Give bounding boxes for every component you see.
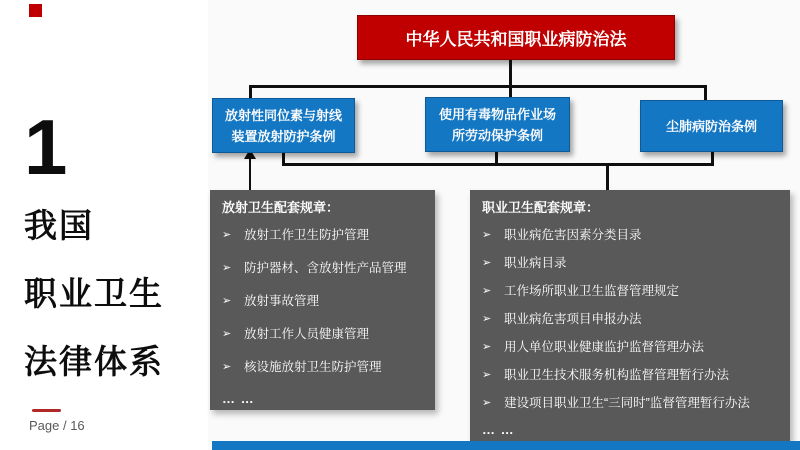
- list-item-text: 工作场所职业卫生监督管理规定: [504, 284, 680, 298]
- occupational-rules-header: 职业卫生配套规章：: [482, 200, 600, 215]
- law-box: [357, 15, 675, 60]
- bullet-arrow-icon: ➢: [222, 328, 232, 340]
- connector-top-bus: [249, 85, 707, 88]
- up-arrow-shaft: [249, 158, 251, 190]
- law-box-label: 中华人民共和国职业病防治法: [405, 30, 627, 49]
- occupational-rules-list: [482, 226, 778, 413]
- list-item-text: 职业卫生技术服务机构监督管理暂行办法: [504, 368, 730, 382]
- bullet-arrow-icon: ➢: [482, 313, 492, 325]
- bullet-arrow-icon: ➢: [222, 229, 232, 241]
- list-item-text: 防护器材、含放射性产品管理: [244, 261, 407, 275]
- ellipsis-text: … …: [482, 422, 515, 437]
- list-item: [222, 292, 423, 311]
- regulation-box-toxic-line1: 使用有毒物品作业场: [438, 106, 556, 122]
- bullet-arrow-icon: ➢: [222, 295, 232, 307]
- connector-vertical-from-law: [509, 60, 512, 97]
- list-item: [482, 366, 778, 385]
- list-item: [222, 259, 423, 278]
- list-item: [222, 226, 423, 245]
- list-item-text: 核设施放射卫生防护管理: [244, 360, 382, 374]
- list-item: [482, 394, 778, 413]
- list-item: [482, 338, 778, 357]
- list-item-text: 放射工作人员健康管理: [244, 327, 370, 341]
- list-item-text: 职业病危害因素分类目录: [504, 228, 642, 242]
- sidebar-title-line-1: 我国: [24, 207, 94, 244]
- regulation-box-radiation-line1: 放射性同位素与射线: [224, 107, 342, 123]
- connector-stub-right-box: [704, 85, 707, 101]
- list-item: [482, 226, 778, 245]
- connector-drop-right-panel: [606, 163, 609, 190]
- connector-bottom-bus: [282, 163, 714, 166]
- bullet-arrow-icon: ➢: [482, 397, 492, 409]
- regulation-box-radiation-line2: 装置放射防护条例: [231, 128, 336, 144]
- radiation-rules-header: 放射卫生配套规章：: [222, 200, 340, 215]
- list-item-text: 建设项目职业卫生“三同时”监督管理暂行办法: [504, 396, 750, 410]
- bullet-arrow-icon: ➢: [482, 341, 492, 353]
- sidebar-title-line-2: 职业卫生: [24, 275, 164, 312]
- list-item: [222, 325, 423, 344]
- bullet-arrow-icon: ➢: [482, 229, 492, 241]
- bullet-arrow-icon: ➢: [482, 285, 492, 297]
- list-item-text: 职业病目录: [504, 256, 567, 270]
- page-number: Page / 16: [29, 418, 85, 433]
- regulation-box-toxic-line2: 所劳动保护条例: [451, 127, 543, 143]
- list-item: [482, 282, 778, 301]
- regulation-box-toxic: [425, 97, 570, 152]
- occupational-rules-panel: [470, 190, 790, 442]
- list-item-text: 放射事故管理: [244, 294, 320, 308]
- list-item: [482, 254, 778, 273]
- regulation-box-pneumoconiosis: [640, 100, 783, 152]
- list-item: [222, 358, 423, 377]
- list-item-text: 放射工作卫生防护管理: [244, 228, 370, 242]
- regulation-box-pneumoconiosis-line1: 尘肺病防治条例: [665, 118, 757, 134]
- list-item-text: 用人单位职业健康监护监督管理办法: [504, 340, 705, 354]
- red-square-decoration: [29, 4, 42, 17]
- radiation-rules-list: [222, 226, 423, 377]
- page-number-rule: [32, 409, 61, 412]
- connector-stub-left-box: [249, 85, 252, 99]
- footer-accent-bar: [212, 441, 800, 450]
- bullet-arrow-icon: ➢: [482, 369, 492, 381]
- section-number: 1: [24, 103, 68, 191]
- list-item: [482, 310, 778, 329]
- radiation-rules-panel: [210, 190, 435, 410]
- regulation-box-radiation: [212, 98, 355, 153]
- sidebar-title-line-3: 法律体系: [24, 343, 164, 380]
- bullet-arrow-icon: ➢: [222, 361, 232, 373]
- bullet-arrow-icon: ➢: [482, 257, 492, 269]
- ellipsis-text: … …: [222, 391, 255, 406]
- bullet-arrow-icon: ➢: [222, 262, 232, 274]
- list-item-text: 职业病危害项目申报办法: [504, 312, 642, 326]
